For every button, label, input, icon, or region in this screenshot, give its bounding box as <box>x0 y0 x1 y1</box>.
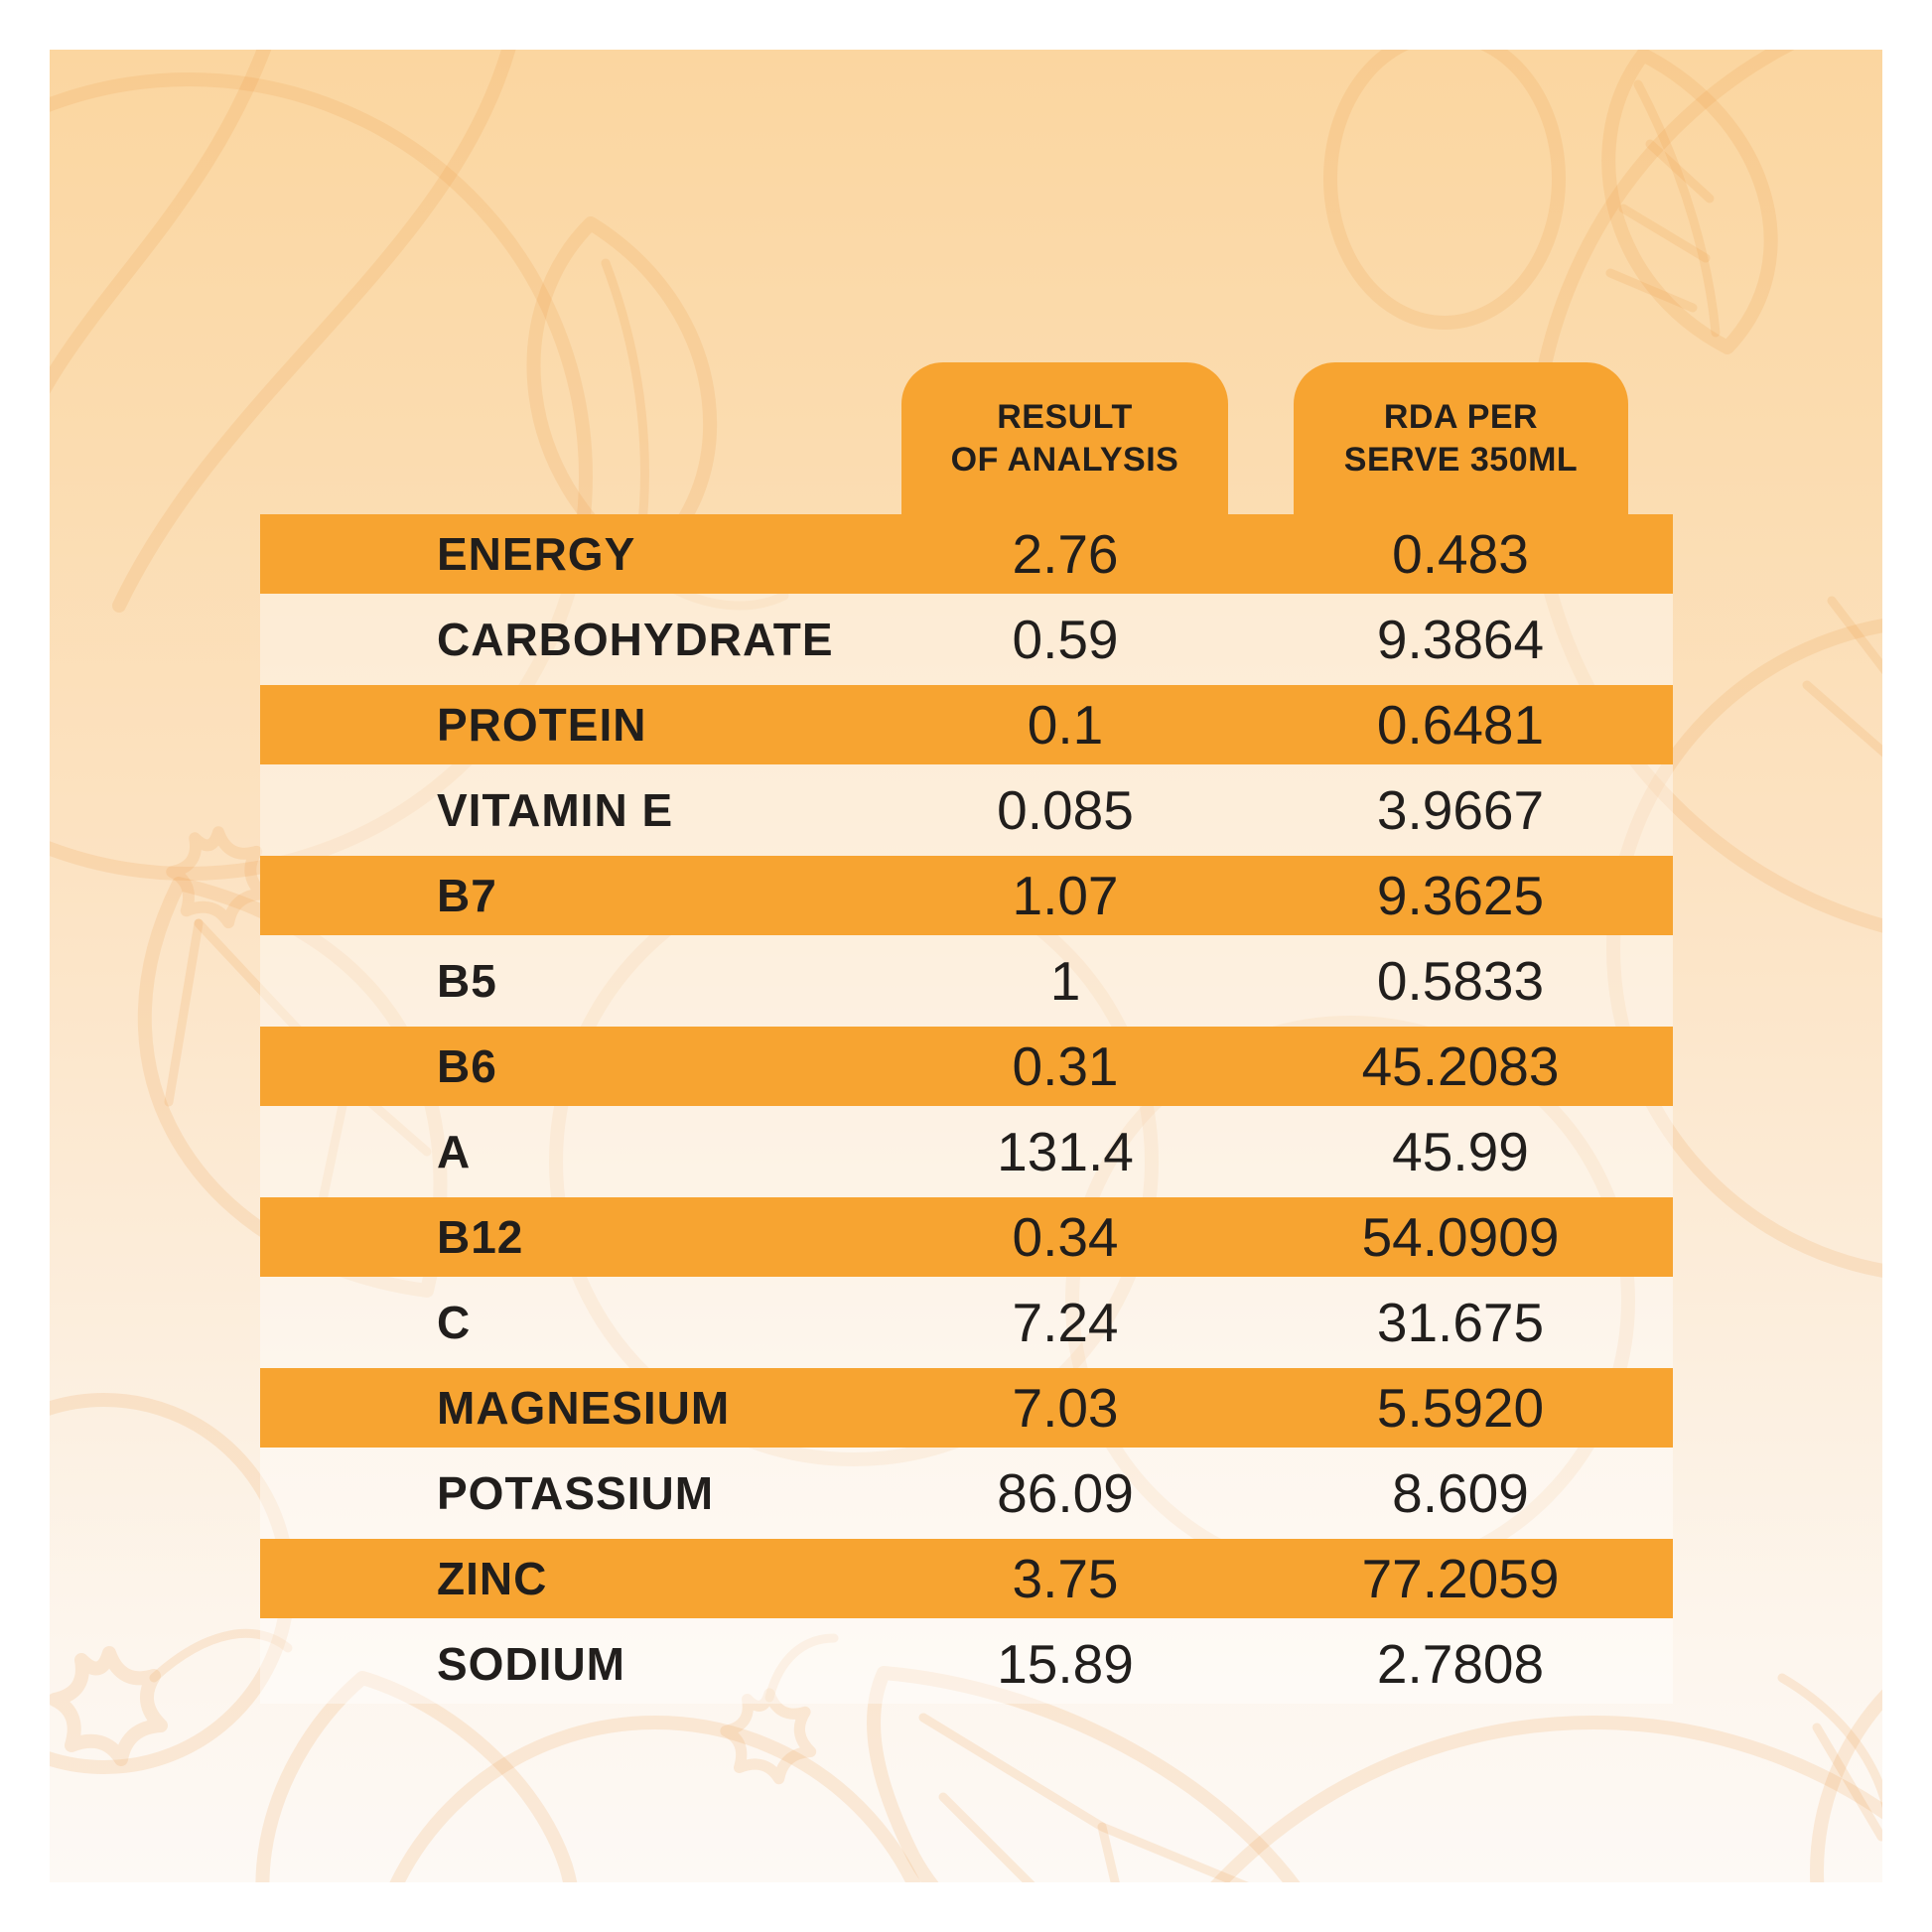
table-row <box>260 600 1673 679</box>
row-result-value: 15.89 <box>997 1633 1134 1695</box>
row-label: B6 <box>437 1040 497 1092</box>
nutrition-table <box>260 362 1673 1704</box>
column-header-rda-per-serve <box>1294 362 1628 514</box>
row-rda-value: 77.2059 <box>1361 1548 1560 1609</box>
row-label: MAGNESIUM <box>437 1382 731 1434</box>
row-result-value: 1.07 <box>1012 865 1119 926</box>
row-rda-value: 9.3864 <box>1376 609 1545 670</box>
row-rda-value: 0.6481 <box>1376 694 1545 756</box>
row-result-value: 0.085 <box>997 779 1134 841</box>
table-row <box>260 1368 1673 1448</box>
row-rda-value: 0.483 <box>1392 523 1529 585</box>
table-rows <box>260 514 1673 1704</box>
table-row <box>260 1283 1673 1362</box>
row-rda-value: 8.609 <box>1392 1462 1529 1524</box>
row-label: POTASSIUM <box>437 1467 715 1519</box>
header-line: RDA PER <box>1383 397 1539 436</box>
row-rda-value: 31.675 <box>1376 1292 1545 1353</box>
row-result-value: 0.34 <box>1012 1206 1119 1268</box>
header-line: SERVE 350ML <box>1343 440 1579 479</box>
table-header-row <box>260 362 1673 514</box>
table-row <box>260 856 1673 935</box>
row-result-value: 131.4 <box>997 1121 1134 1182</box>
table-row <box>260 1027 1673 1106</box>
row-rda-value: 9.3625 <box>1376 865 1545 926</box>
table-row <box>260 1112 1673 1191</box>
row-rda-value: 45.2083 <box>1361 1035 1560 1097</box>
row-label: B7 <box>437 870 497 921</box>
table-row <box>260 1197 1673 1277</box>
table-row <box>260 685 1673 764</box>
row-label: VITAMIN E <box>437 784 674 836</box>
row-label: B12 <box>437 1211 524 1263</box>
row-label: ZINC <box>437 1553 548 1604</box>
header-line: RESULT <box>997 397 1133 436</box>
content-area <box>50 50 1882 1882</box>
row-result-value: 3.75 <box>1012 1548 1119 1609</box>
row-result-value: 0.31 <box>1012 1035 1119 1097</box>
row-rda-value: 54.0909 <box>1361 1206 1560 1268</box>
table-row <box>260 1624 1673 1704</box>
row-rda-value: 45.99 <box>1392 1121 1529 1182</box>
row-result-value: 7.03 <box>1012 1377 1119 1439</box>
row-rda-value: 5.5920 <box>1376 1377 1545 1439</box>
table-row <box>260 941 1673 1021</box>
row-result-value: 86.09 <box>997 1462 1134 1524</box>
row-label: B5 <box>437 955 497 1007</box>
row-result-value: 0.59 <box>1012 609 1119 670</box>
row-result-value: 1 <box>1049 950 1081 1012</box>
row-result-value: 2.76 <box>1012 523 1119 585</box>
table-row <box>260 1453 1673 1533</box>
row-label: CARBOHYDRATE <box>437 614 834 665</box>
row-rda-value: 3.9667 <box>1376 779 1545 841</box>
row-label: PROTEIN <box>437 699 647 751</box>
row-label: A <box>437 1126 472 1177</box>
row-result-value: 0.1 <box>1027 694 1104 756</box>
row-label: SODIUM <box>437 1638 625 1690</box>
row-rda-value: 2.7808 <box>1376 1633 1545 1695</box>
row-label: ENERGY <box>437 528 636 580</box>
row-rda-value: 0.5833 <box>1376 950 1545 1012</box>
table-row <box>260 1539 1673 1618</box>
header-line: OF ANALYSIS <box>950 440 1179 479</box>
table-row <box>260 514 1673 594</box>
row-result-value: 7.24 <box>1012 1292 1119 1353</box>
row-label: C <box>437 1297 472 1348</box>
column-header-result-of-analysis <box>901 362 1228 514</box>
table-row <box>260 770 1673 850</box>
